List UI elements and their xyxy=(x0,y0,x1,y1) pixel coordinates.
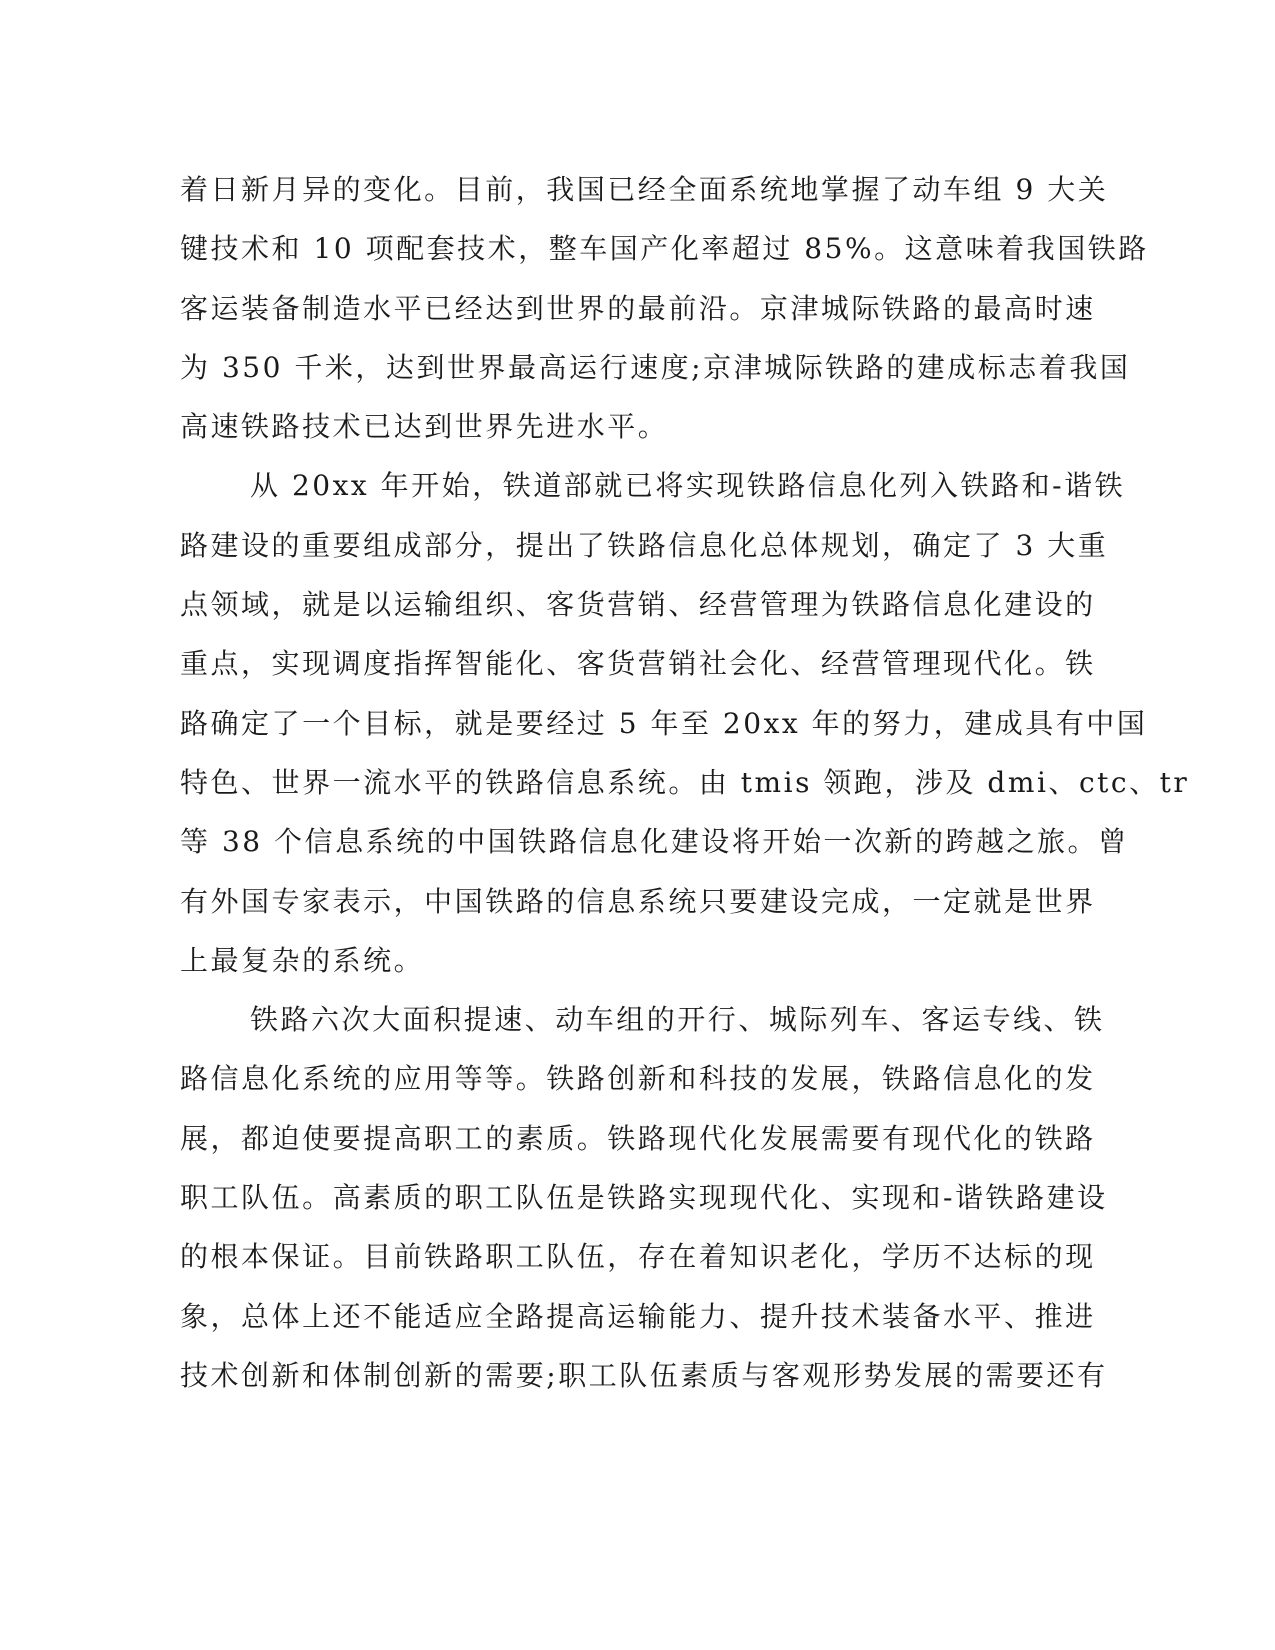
text-line: 重点，实现调度指挥智能化、客货营销社会化、经营管理现代化。铁 xyxy=(180,647,1096,681)
paragraph-first-line: 从 20xx 年开始，铁道部就已将实现铁路信息化列入铁路和-谐铁 xyxy=(250,469,1126,503)
text-line: 特色、世界一流水平的铁路信息系统。由 tmis 领跑，涉及 dmi、ctc、tr xyxy=(180,765,1190,799)
body-text xyxy=(180,160,1190,1405)
text-line: 展，都迫使要提高职工的素质。铁路现代化发展需要有现代化的铁路 xyxy=(180,1121,1096,1155)
text-line: 等 38 个信息系统的中国铁路信息化建设将开始一次新的跨越之旅。曾 xyxy=(180,825,1129,859)
text-line: 客运装备制造水平已经达到世界的最前沿。京津城际铁路的最高时速 xyxy=(180,291,1096,325)
text-line: 职工队伍。高素质的职工队伍是铁路实现现代化、实现和-谐铁路建设 xyxy=(180,1181,1108,1215)
text-line: 高速铁路技术已达到世界先进水平。 xyxy=(180,410,669,444)
text-line: 上最复杂的系统。 xyxy=(180,943,425,977)
text-line: 技术创新和体制创新的需要;职工队伍素质与客观形势发展的需要还有 xyxy=(180,1358,1108,1392)
text-line: 有外国专家表示，中国铁路的信息系统只要建设完成，一定就是世界 xyxy=(180,884,1096,918)
text-line: 路信息化系统的应用等等。铁路创新和科技的发展，铁路信息化的发 xyxy=(180,1062,1096,1096)
text-line: 路确定了一个目标，就是要经过 5 年至 20xx 年的努力，建成具有中国 xyxy=(180,706,1148,740)
text-line: 路建设的重要组成部分，提出了铁路信息化总体规划，确定了 3 大重 xyxy=(180,528,1109,562)
text-line: 键技术和 10 项配套技术，整车国产化率超过 85%。这意味着我国铁路 xyxy=(180,232,1149,266)
text-line: 点领域，就是以运输组织、客货营销、经营管理为铁路信息化建设的 xyxy=(180,588,1096,622)
text-line: 象，总体上还不能适应全路提高运输能力、提升技术装备水平、推进 xyxy=(180,1299,1096,1333)
paragraph-first-line: 铁路六次大面积提速、动车组的开行、城际列车、客运专线、铁 xyxy=(250,1003,1105,1037)
text-line: 着日新月异的变化。目前，我国已经全面系统地掌握了动车组 9 大关 xyxy=(180,173,1109,206)
text-line: 为 350 千米，达到世界最高运行速度;京津城际铁路的建成标志着我国 xyxy=(180,350,1131,384)
text-line: 的根本保证。目前铁路职工队伍，存在着知识老化，学历不达标的现 xyxy=(180,1240,1096,1274)
